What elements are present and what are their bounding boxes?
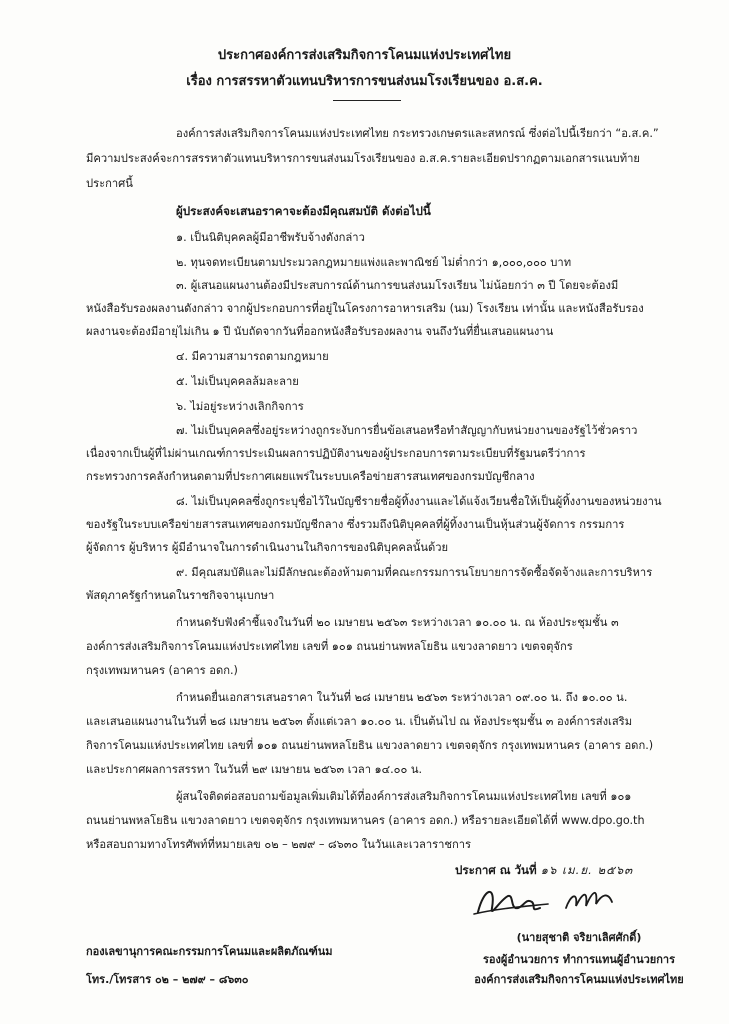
qualification-item: หนังสือรับรองผลงานดังกล่าว จากผู้ประกอบการที่อยู่ในโครงการอาหารเสริม (นม) โรงเรียน เท่านั้น และหนังสือรับรอง [86,302,644,315]
footer-phone: โทร./โทรสาร ๐๒ – ๒๗๙ – ๘๖๓๐ [86,973,249,986]
document-subject: เรื่อง การสรรหาตัวแทนบริหารการขนส่งนมโรงเรียนของ อ.ส.ค. [186,74,543,89]
qualification-item: ๑. เป็นนิติบุคคลผู้มีอาชีพรับจ้างดังกล่าว [176,231,365,244]
intro-line: องค์การส่งเสริมกิจการโคนมแห่งประเทศไทย กระทรวงเกษตรและสหกรณ์ ซึ่งต่อไปนี้เรียกว่า “อ.ส.ค.” [176,127,659,140]
schedule-line: กิจการโคนมแห่งประเทศไทย เลขที่ ๑๐๑ ถนนย่านพหลโยธิน แขวงลาดยาว เขตจตุจักร กรุงเทพมหานคร (อาคาร อดก.) [86,739,654,752]
qualification-item: ๗. ไม่เป็นบุคคลซึ่งอยู่ระหว่างถูกระงับการยื่นข้อเสนอหรือทำสัญญากับหน่วยงานของรัฐไว้ชั่วคราว [176,424,638,437]
schedule-line: กำหนดยื่นเอกสารเสนอราคา ในวันที่ ๒๘ เมษายน ๒๕๖๓ ระหว่างเวลา ๐๙.๐๐ น. ถึง ๑๐.๐๐ น. [176,691,628,704]
title-divider [333,100,401,101]
signatory-name: (นายสุชาติ จริยาเลิศศักดิ์) [516,931,642,944]
schedule-line: และประกาศผลการสรรหา ในวันที่ ๒๙ เมษายน ๒๕๖๓ เวลา ๑๔.๐๐ น. [86,763,423,776]
qualification-item: ๕. ไม่เป็นบุคคลล้มละลาย [176,375,299,388]
qualification-item: ๔. มีความสามารถตามกฎหมาย [176,350,329,363]
schedule-line: และเสนอแผนงานในวันที่ ๒๘ เมษายน ๒๕๖๓ ตั้งแต่เวลา ๑๐.๐๐ น. เป็นต้นไป ณ ห้องประชุมชั้น ๓ องค์การส่งเสริม [86,715,633,728]
date-value: ๑๖ เม.ย. ๒๕๖๓ [540,863,634,877]
qualification-item: ๒. ทุนจดทะเบียนตามประมวลกฎหมายแพ่งและพาณิชย์ ไม่ต่ำกว่า ๑,๐๐๐,๐๐๐ บาท [176,256,572,269]
schedule-line: องค์การส่งเสริมกิจการโคนมแห่งประเทศไทย เลขที่ ๑๐๑ ถนนย่านพหลโยธิน แขวงลาดยาว เขตจตุจักร [86,640,573,653]
qualification-item: พัสดุภาครัฐกำหนดในราชกิจจานุเบกษา [86,589,275,602]
signatory-organization: องค์การส่งเสริมกิจการโคนมแห่งประเทศไทย [474,973,684,986]
qualification-item: กระทรวงการคลังกำหนดตามที่ประกาศเผยแพร่ในระบบเครือข่ายสารสนเทศของกรมบัญชีกลาง [86,470,535,483]
intro-line: ประกาศนี้ [86,177,133,190]
qualification-item: ผลงานจะต้องมีอายุไม่เกิน ๑ ปี นับถัดจากวันที่ออกหนังสือรับรองผลงาน จนถึงวันที่ยื่นเสนอแผนงาน [86,325,554,338]
contact-line: ถนนย่านพหลโยธิน แขวงลาดยาว เขตจตุจักร กรุงเทพมหานคร (อาคาร อดก.) หรือรายละเอียดได้ที่ www.dpo.go.th [86,814,645,827]
schedule-line: กรุงเทพมหานคร (อาคาร อดก.) [86,664,238,677]
qualification-item: ของรัฐในระบบเครือข่ายสารสนเทศของกรมบัญชีกลาง ซึ่งรวมถึงนิติบุคคลที่ผู้ทิ้งงานเป็นหุ้นส่วนผู้จัดการ กรรมการ [86,518,625,531]
contact-line: ผู้สนใจติดต่อสอบถามข้อมูลเพิ่มเติมได้ที่องค์การส่งเสริมกิจการโคนมแห่งประเทศไทย เลขที่ ๑๐๑ [176,790,632,803]
signatory-position: รองผู้อำนวยการ ทำการแทนผู้อำนวยการ [483,953,675,966]
qualification-item: ๓. ผู้เสนอแผนงานต้องมีประสบการณ์ด้านการขนส่งนมโรงเรียน ไม่น้อยกว่า ๓ ปี โดยจะต้องมี [176,279,619,292]
intro-line: มีความประสงค์จะการสรรหาตัวแทนบริหารการขนส่งนมโรงเรียนของ อ.ส.ค.รายละเอียดปรากฏตามเอกสารแนบท้าย [86,152,640,165]
qualifications-heading: ผู้ประสงค์จะเสนอราคาจะต้องมีคุณสมบัติ ดังต่อไปนี้ [176,204,431,218]
qualification-item: ผู้จัดการ ผู้บริหาร ผู้มีอำนาจในการดำเนินงานในกิจการของนิติบุคคลนั้นด้วย [86,541,449,554]
document-title: ประกาศองค์การส่งเสริมกิจการโคนมแห่งประเทศไทย [217,48,512,63]
footer-office: กองเลขานุการคณะกรรมการโคนมและผลิตภัณฑ์นม [86,945,333,958]
handwritten-signature [470,878,650,924]
qualification-item: ๖. ไม่อยู่ระหว่างเลิกกิจการ [176,400,304,413]
qualification-item: เนื่องจากเป็นผู้ที่ไม่ผ่านเกณฑ์การประเมินผลการปฏิบัติงานของผู้ประกอบการตามระเบียบที่รัฐมนตรีว่าการ [86,447,586,460]
qualification-item: ๙. มีคุณสมบัติและไม่มีลักษณะต้องห้ามตามที่คณะกรรมการนโยบายการจัดซื้อจัดจ้างและการบริหาร [176,566,653,579]
schedule-line: กำหนดรับฟังคำชี้แจงในวันที่ ๒๐ เมษายน ๒๕๖๓ ระหว่างเวลา ๑๐.๐๐ น. ณ ห้องประชุมชั้น ๓ [176,616,619,629]
date-label: ประกาศ ณ วันที่ [455,863,537,877]
qualification-item: ๘. ไม่เป็นบุคคลซึ่งถูกระบุชื่อไว้ในบัญชีรายชื่อผู้ทิ้งงานและได้แจ้งเวียนชื่อให้เป็นผู้ทิ้งงานของหน่วยงาน [176,495,662,508]
contact-line: หรือสอบถามทางโทรศัพท์ที่หมายเลข ๐๒ – ๒๗๙ – ๘๖๓๐ ในวันและเวลาราชการ [86,838,472,851]
